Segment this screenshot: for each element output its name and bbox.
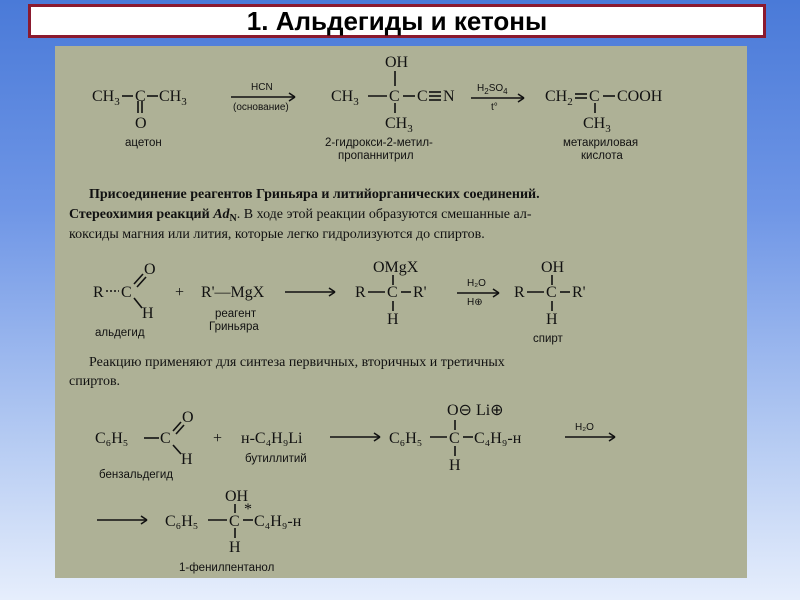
para1-line3: коксиды магния или лития, которые легко гидролизуются до спиртов.	[69, 227, 485, 242]
acetone-oxygen: O	[135, 115, 147, 132]
acetone-carbon: C	[135, 88, 146, 105]
nitrile-ch3-bottom: $CH_3$	[385, 115, 413, 135]
h2so4-reagent: $H_2SO_4$	[477, 83, 508, 96]
alcohol-label: спирт	[533, 333, 563, 345]
alcohol-h: H	[546, 311, 558, 328]
benzaldehyde-o: O	[182, 409, 194, 426]
acid-ch3: $CH_3$	[583, 115, 611, 135]
acetone-ch3-left: $CH_3$	[92, 88, 120, 108]
alkoxide-butyl: C₄H₉-н	[474, 430, 522, 447]
nitrile-label-1: 2-гидрокси-2-метил-	[325, 137, 433, 149]
product-c: C	[229, 513, 240, 530]
butyllithium-formula: н-C₄H₉Li	[241, 430, 303, 447]
butyllithium-label: бутиллитий	[245, 453, 307, 465]
benzaldehyde-c6h5: C₆H₅	[95, 430, 129, 447]
aldehyde-o: O	[144, 261, 156, 278]
intermediate-h: H	[387, 311, 399, 328]
water-reagent-2: H₂O	[575, 422, 594, 433]
product-butyl: C₄H₉-н	[254, 513, 302, 530]
alcohol-r: R	[514, 284, 525, 301]
aldehyde-r: R	[93, 284, 104, 301]
alcohol-r-prime: R'	[572, 284, 586, 301]
alkoxide-c: C	[449, 430, 460, 447]
product-h: H	[229, 539, 241, 556]
nitrile-ch3-left: $CH_3$	[331, 88, 359, 108]
aldehyde-label: альдегид	[95, 327, 145, 339]
water-reagent: H₂O	[467, 278, 486, 289]
slide-title-box	[28, 4, 766, 38]
nitrile-oh: OH	[385, 54, 409, 71]
alkoxide-c6h5: C₆H₅	[389, 430, 423, 447]
para2-line1: Реакцию применяют для синтеза первичных, вторичных и третичных	[89, 355, 505, 370]
textbook-page-image	[55, 46, 747, 578]
hcn-reagent: HCN	[251, 82, 273, 93]
product-oh: OH	[225, 488, 249, 505]
acid-catalyst: H⊕	[467, 297, 483, 308]
plus-1: +	[175, 284, 185, 301]
intermediate-c: C	[387, 284, 398, 301]
product-label: 1-фенилпентанол	[179, 562, 275, 574]
benzaldehyde-c: C	[160, 430, 171, 447]
acid-carbon: C	[589, 88, 600, 105]
nitrile-label-2: пропаннитрил	[338, 150, 414, 162]
nitrile-cn-c: C	[417, 88, 428, 105]
acid-label-2: кислота	[581, 150, 623, 162]
plus-2: +	[213, 430, 223, 447]
chiral-star: *	[244, 501, 252, 518]
reagent-label-2: Гриньяра	[209, 321, 259, 333]
slide-title: 1. Альдегиды и кетоны	[246, 5, 548, 36]
reaction-scheme	[55, 46, 747, 578]
acid-cooh: COOH	[617, 88, 663, 105]
nitrile-n: N	[443, 88, 455, 105]
grignard-formula: R'—MgX	[201, 284, 265, 301]
hcn-condition: (основание)	[233, 102, 289, 113]
alcohol-c: C	[546, 284, 557, 301]
acetone-ch3-right: $CH_3$	[159, 88, 187, 108]
para2-line2: спиртов.	[69, 374, 121, 389]
acid-label-1: метакриловая	[563, 137, 639, 149]
benzaldehyde-h: H	[181, 451, 193, 468]
acetone-label: ацетон	[125, 137, 162, 149]
alcohol-oh: OH	[541, 259, 565, 276]
aldehyde-c: C	[121, 284, 132, 301]
reagent-label-1: реагент	[215, 308, 257, 320]
alkoxide-o-li: O⊖ Li⊕	[447, 402, 504, 419]
para1-line1: Присоединение реагентов Гриньяра и литийорганических соединений.	[89, 187, 540, 202]
heat-condition: t°	[491, 102, 498, 113]
intermediate-r: R	[355, 284, 366, 301]
intermediate-r-prime: R'	[413, 284, 427, 301]
product-c6h5: C₆H₅	[165, 513, 199, 530]
intermediate-omgx: OMgX	[373, 259, 419, 276]
nitrile-central-c: C	[389, 88, 400, 105]
para1-line2: Стереохимия реакций $Ad_N$. В ходе этой реакции образуются смешанные ал-	[69, 207, 532, 224]
acid-ch2: $CH_2$	[545, 88, 573, 108]
alkoxide-h: H	[449, 457, 461, 474]
benzaldehyde-label: бензальдегид	[99, 469, 174, 481]
aldehyde-h: H	[142, 305, 154, 322]
